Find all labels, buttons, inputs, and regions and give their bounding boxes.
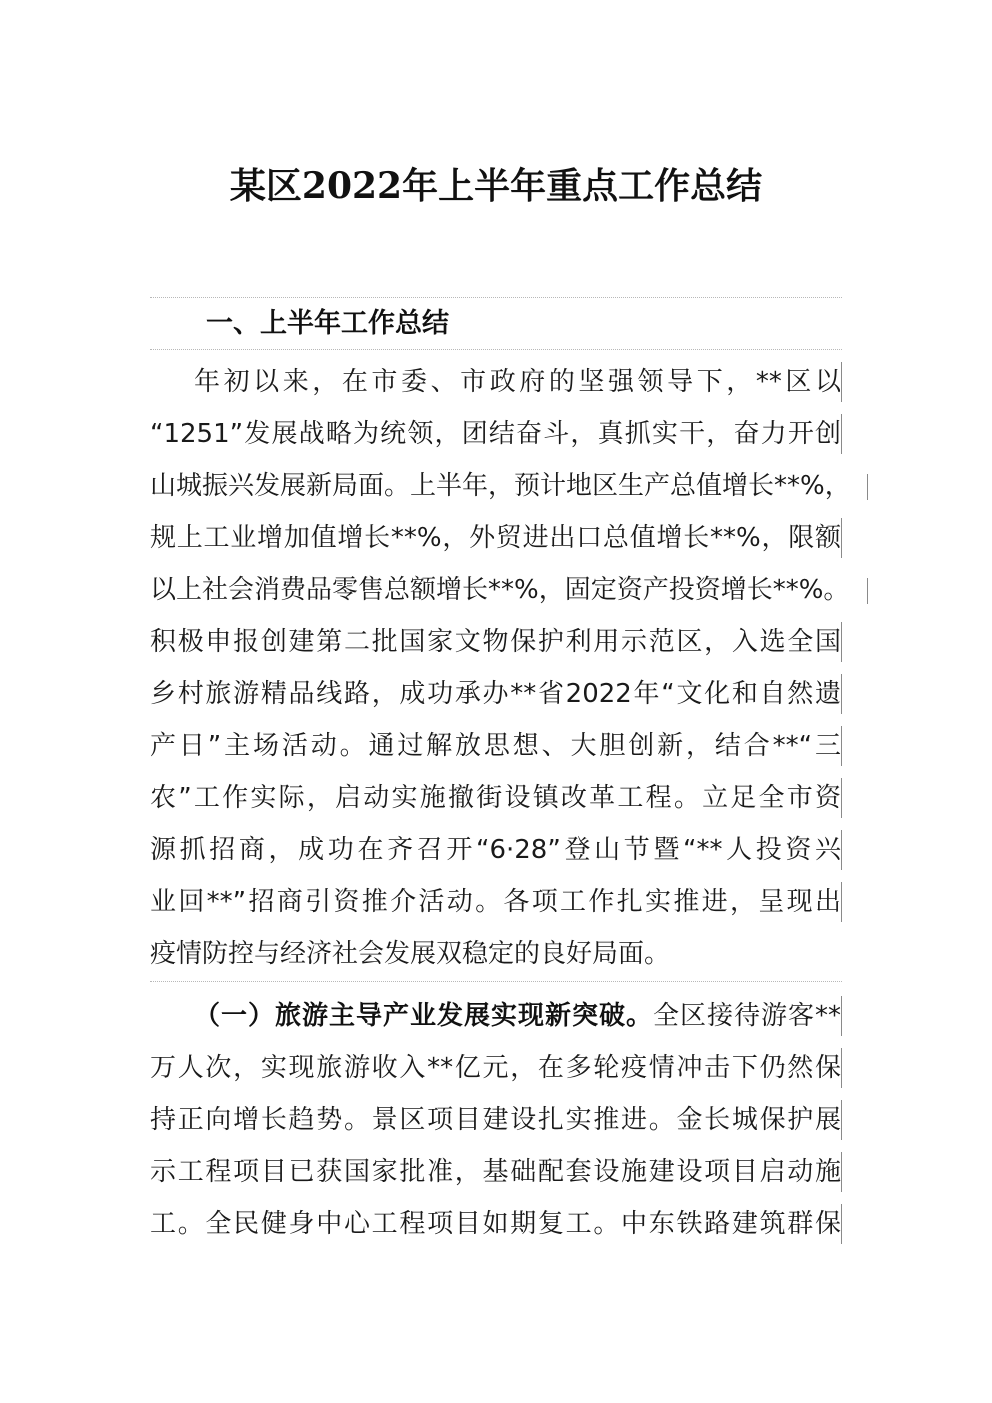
paragraph-line: 疫情防控与经济社会发展双稳定的良好局面。 — [150, 939, 671, 969]
paragraph-line: 持正向增长趋势。景区项目建设扎实推进。金长城保护展 — [150, 1100, 842, 1140]
section-divider — [150, 297, 842, 298]
paragraph-line: 产日”主场活动。通过解放思想、大胆创新，结合**“三 — [150, 726, 842, 766]
paragraph-line: 工。全民健身中心工程项目如期复工。中东铁路建筑群保 — [150, 1204, 842, 1244]
paragraph-line: 年初以来，在市委、市政府的坚强领导下，**区以 — [150, 362, 842, 402]
paragraph-line: 农”工作实际，启动实施撤街设镇改革工程。立足全市资 — [150, 778, 842, 818]
paragraph-line: 万人次，实现旅游收入**亿元，在多轮疫情冲击下仍然保 — [150, 1048, 842, 1088]
paragraph-line: 乡村旅游精品线路，成功承办**省2022年“文化和自然遗 — [150, 674, 842, 714]
paragraph-line: “1251”发展战略为统领，团结奋斗，真抓实干，奋力开创 — [150, 414, 842, 454]
subsection-heading: （一）旅游主导产业发展实现新突破。 — [194, 1001, 653, 1031]
document-title: 某区2022年上半年重点工作总结 — [229, 165, 763, 207]
paragraph-line: 规上工业增加值增长**%，外贸进出口总值增长**%，限额 — [150, 518, 842, 558]
paragraph-line: 业回**”招商引资推介活动。各项工作扎实推进，呈现出 — [150, 882, 842, 922]
paragraph-line — [150, 996, 842, 1036]
paragraph-line: 山城振兴发展新局面。上半年，预计地区生产总值增长**%， — [150, 466, 842, 506]
section-heading: 一、上半年工作总结 — [206, 308, 449, 339]
paragraph-line: 示工程项目已获国家批准，基础配套设施建设项目启动施 — [150, 1152, 842, 1192]
paragraph-line: 源抓招商，成功在齐召开“6·28”登山节暨“**人投资兴 — [150, 830, 842, 870]
paragraph-divider — [150, 981, 842, 982]
paragraph-text: 全区接待游客** — [652, 1001, 841, 1031]
paragraph-line: 以上社会消费品零售总额增长**%，固定资产投资增长**%。 — [150, 570, 842, 610]
section-divider — [150, 349, 842, 350]
paragraph-line: 积极申报创建第二批国家文物保护利用示范区，入选全国 — [150, 622, 842, 662]
